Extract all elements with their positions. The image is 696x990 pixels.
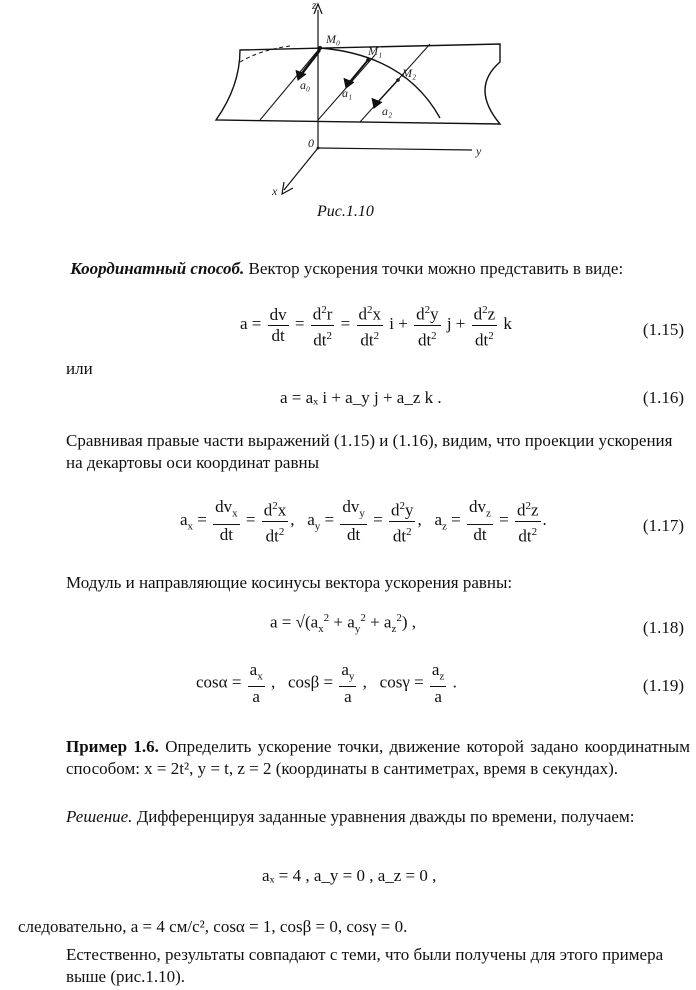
example-lead: Пример 1.6. xyxy=(66,737,159,756)
equation-1-16: a = aₓ i + a_y j + a_z k . xyxy=(280,388,442,407)
paragraph-text: Вектор ускорения точки можно представить в виде: xyxy=(244,259,624,278)
equation-1-15: a = $\frac{dv}{dt}$ = $\frac{d^2r}{dt^2}$ = $\frac{d^2x}{dt^2}$ i + $\frac{d^2y}{dt^2}$ j + $\frac{d^2z}{dt^2}$ k xyxy=(240,300,512,350)
label-x: x xyxy=(272,184,278,198)
figure-drawing xyxy=(200,0,520,225)
label-a0: a₀ xyxy=(300,78,311,92)
consequence-line: следовательно, a = 4 см/с², cosα = 1, cosβ = 0, cosγ = 0. xyxy=(18,917,408,936)
equation-1-17: $a_x$ = $\frac{dv_x}{dt}$ = $\frac{d^2x}{dt^2}$ , $a_y$ = $\frac{dv_y}{dt}$ = $\frac{d^2y}{dt^2}$ , $a_z$ = $\frac{dv_z}{dt}$ = $\frac{d^2z}{dt^2}$ . xyxy=(180,497,547,546)
x-axis-arrow xyxy=(282,182,293,194)
point-m2 xyxy=(396,78,400,82)
plane-outline xyxy=(216,44,500,124)
equation-number-1-17: (1.17) xyxy=(642,516,684,535)
solution-text: Дифференцируя заданные уравнения дважды по времени, получаем: xyxy=(132,807,635,826)
result-equation: aₓ = 4 , a_y = 0 , a_z = 0 , xyxy=(262,866,437,885)
label-m0: M₀ xyxy=(326,32,341,46)
label-y: y xyxy=(476,144,482,158)
solution-paragraph xyxy=(66,806,690,828)
label-a1: a₁ xyxy=(342,86,353,100)
label-m2: M₂ xyxy=(402,66,417,80)
equation-number-1-16: (1.16) xyxy=(642,388,684,407)
example-text: Определить ускорение точки, движение которой задано координатным способом: x = 2t², y = t, z = 2 (координаты в сантиметрах, время в секундах). xyxy=(66,737,690,778)
x-axis xyxy=(284,148,318,190)
solution-lead: Решение. xyxy=(66,807,133,826)
paragraph-lead: Координатный способ. xyxy=(70,259,245,278)
paragraph-coordinate-method xyxy=(66,258,686,280)
equation-number-1-15: (1.15) xyxy=(642,320,684,339)
origin-point xyxy=(317,147,320,150)
plane-line-1 xyxy=(260,48,320,120)
label-z: z xyxy=(312,0,317,12)
vector-a0 xyxy=(300,50,320,76)
paragraph-modulus: Модуль и направляющие косинусы вектора ускорения равны: xyxy=(66,573,513,592)
vector-a2 xyxy=(376,80,398,104)
label-m1: M₁ xyxy=(368,44,383,58)
figure-caption: Рис.1.10 xyxy=(317,203,374,220)
label-a2: a₂ xyxy=(382,104,393,118)
vector-a1 xyxy=(348,60,368,84)
paragraph-comparison: Сравнивая правые части выражений (1.15) и (1.16), видим, что проекции ускорения на декартовы оси координат равны xyxy=(66,431,673,472)
example-1-6 xyxy=(66,736,690,780)
word-or: или xyxy=(66,359,93,378)
y-axis xyxy=(318,148,472,150)
label-origin: 0 xyxy=(308,136,314,150)
equation-number-1-18: (1.18) xyxy=(642,618,684,637)
equation-1-18: $a = √(a_x^2 + a_y^2 + a_z^2)$ , xyxy=(270,612,417,636)
equation-number-1-19: (1.19) xyxy=(642,676,684,695)
point-m0 xyxy=(318,46,322,50)
equation-1-19: cosα = $\frac{a_x}{a}$ , cosβ = $\frac{a_y}{a}$ , cosγ = $\frac{a_z}{a}$ . xyxy=(196,660,457,707)
final-paragraph: Естественно, результаты совпадают с теми, что были получены для этого примера выше (рис.1.10). xyxy=(66,945,664,986)
figure-1-10 xyxy=(200,0,520,225)
